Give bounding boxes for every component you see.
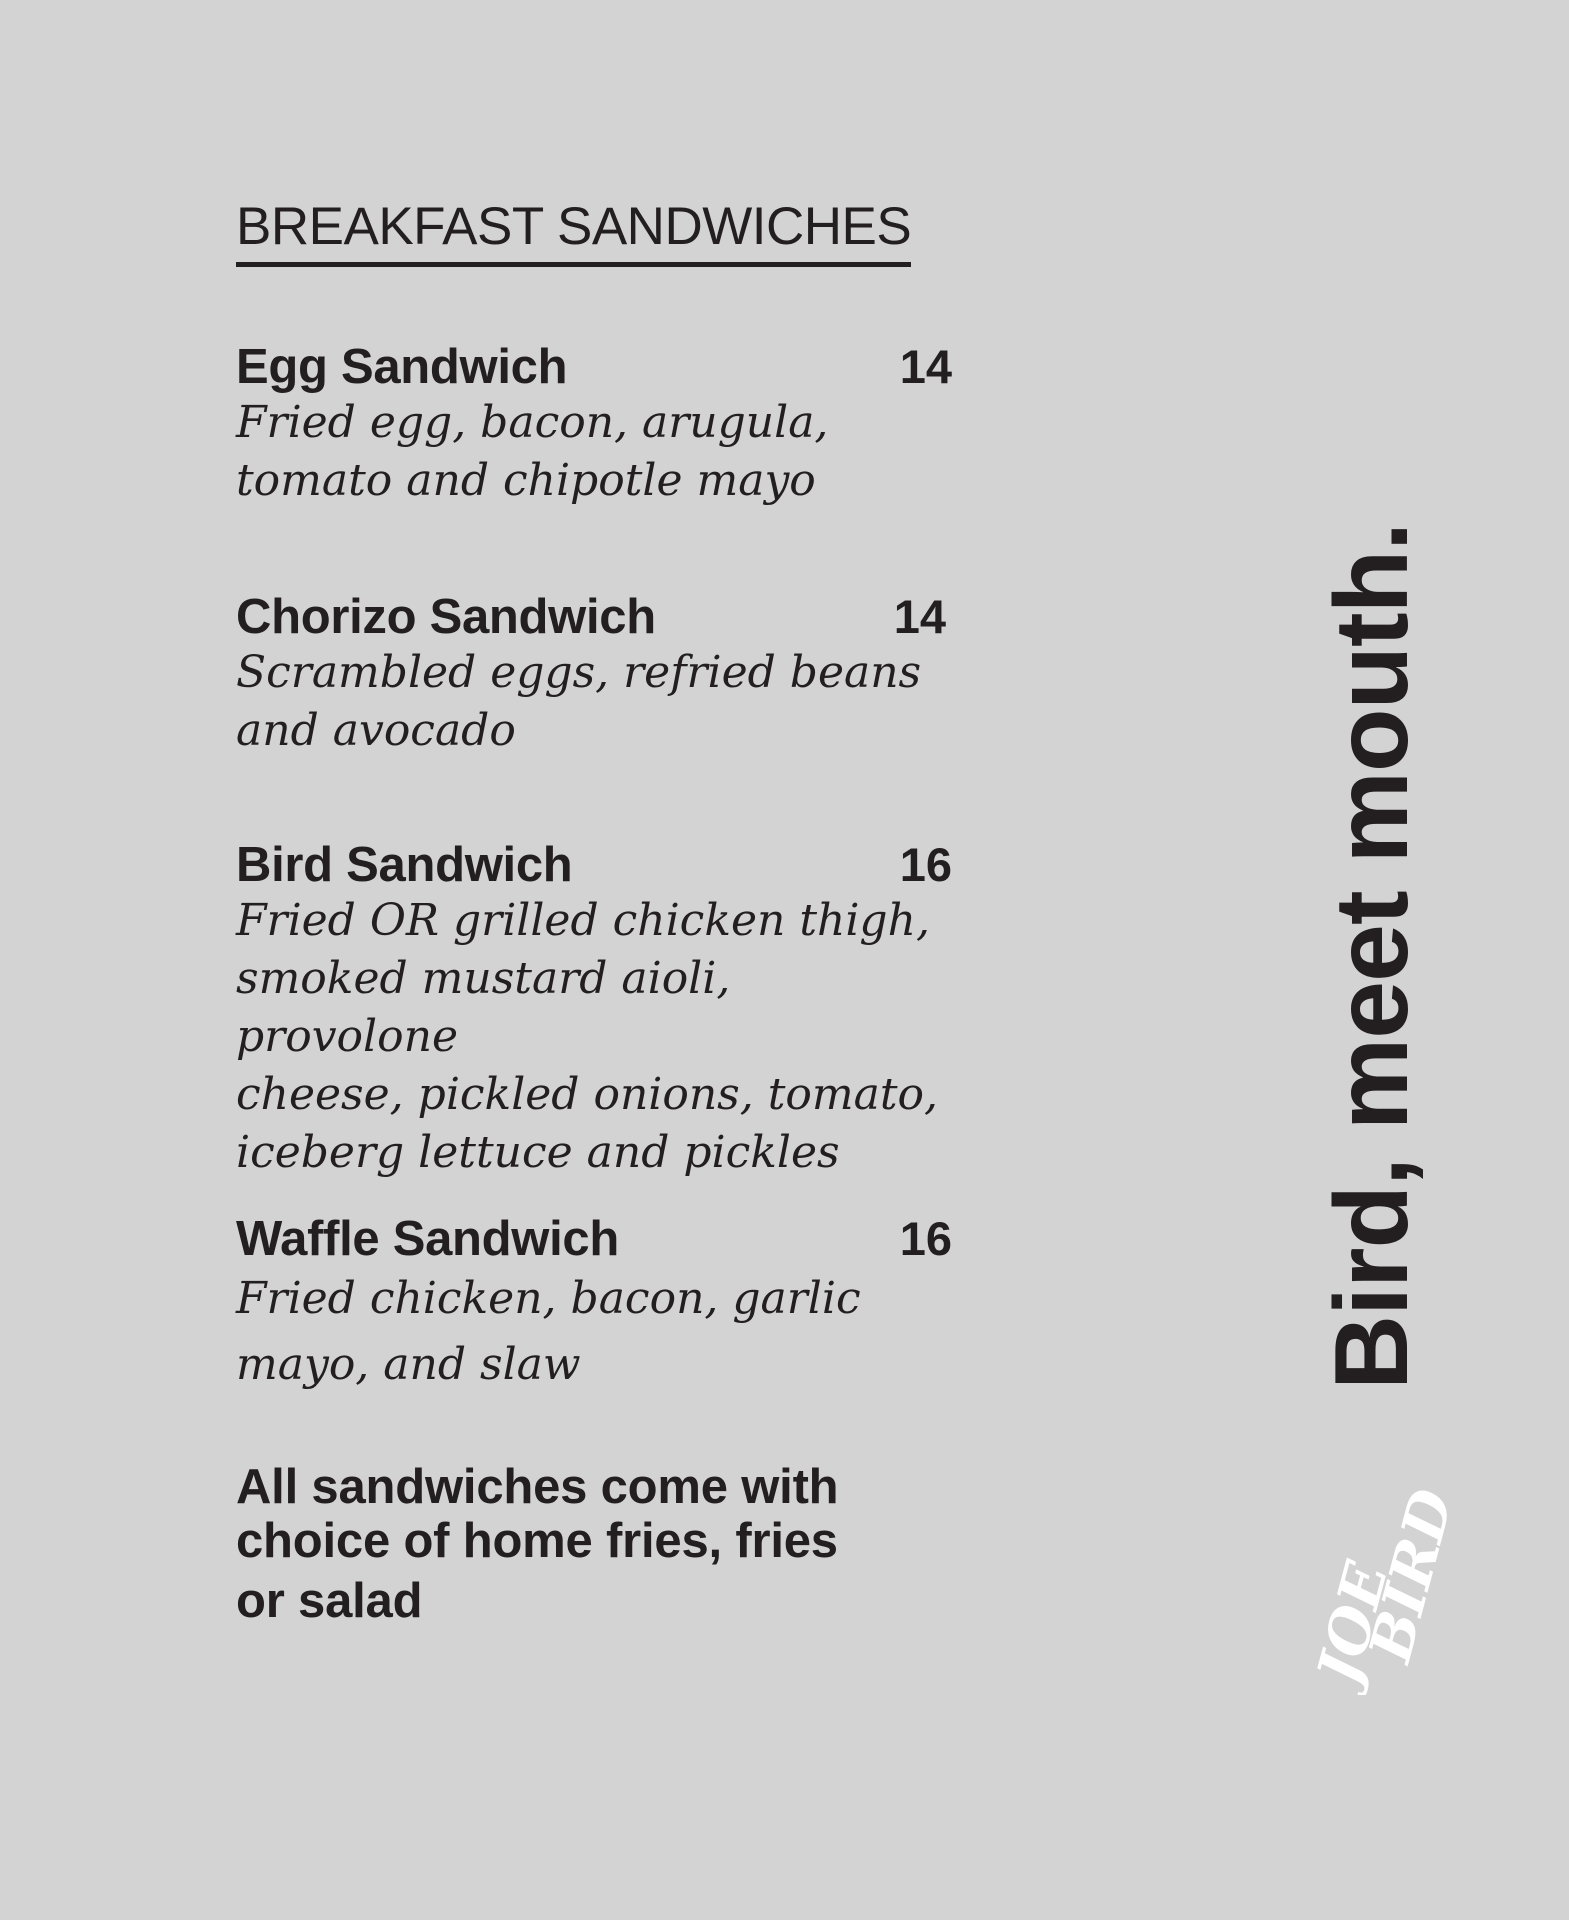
- item-header: [236, 588, 946, 646]
- item-price: 14: [893, 590, 946, 643]
- description-line: mayo, and slaw: [236, 1339, 581, 1390]
- section-title: BREAKFAST SANDWICHES: [236, 198, 911, 267]
- item-description: [236, 394, 956, 510]
- description-line: tomato and chipotle mayo: [236, 455, 816, 506]
- description-line: and avocado: [236, 705, 516, 756]
- sides-note: [236, 1460, 916, 1628]
- item-header: [236, 338, 952, 396]
- item-price: 16: [899, 838, 952, 891]
- item-description: [236, 892, 956, 1182]
- menu: [236, 197, 956, 1628]
- description-line: Fried OR grilled chicken thigh,: [236, 895, 930, 946]
- menu-item-chorizo-sandwich: [236, 588, 956, 760]
- menu-item-waffle-sandwich: [236, 1210, 956, 1398]
- item-description: [236, 1266, 956, 1398]
- item-header: [236, 1210, 952, 1268]
- description-line: cheese, pickled onions, tomato,: [236, 1069, 939, 1120]
- description-line: Scrambled eggs, refried beans: [236, 647, 922, 698]
- logo-text-top: JOE: [1303, 1554, 1402, 1691]
- logo-mark: [1290, 1455, 1450, 1695]
- item-price: 16: [899, 1212, 952, 1265]
- item-name: Chorizo Sandwich: [236, 590, 656, 644]
- menu-item-bird-sandwich: [236, 836, 956, 1182]
- description-line: Fried egg, bacon, arugula,: [236, 397, 829, 448]
- item-description: [236, 644, 956, 760]
- item-price: 14: [899, 340, 952, 393]
- item-name: Egg Sandwich: [236, 340, 568, 394]
- description-line: Fried chicken, bacon, garlic: [236, 1273, 861, 1324]
- item-header: [236, 836, 952, 894]
- description-line: iceberg lettuce and pickles: [236, 1127, 840, 1178]
- note-line: All sandwiches come with: [236, 1460, 839, 1514]
- logo-text-bottom: BIRD: [1355, 1482, 1450, 1669]
- item-name: Bird Sandwich: [236, 838, 573, 892]
- note-line: choice of home fries, fries: [236, 1514, 838, 1568]
- description-line: smoked mustard aioli, provolone: [236, 953, 731, 1062]
- joe-bird-logo: [1290, 1455, 1450, 1695]
- item-name: Waffle Sandwich: [236, 1212, 620, 1266]
- note-line: or salad: [236, 1574, 423, 1628]
- tagline: Bird, meet mouth.: [1314, 522, 1430, 1390]
- menu-item-egg-sandwich: [236, 338, 956, 510]
